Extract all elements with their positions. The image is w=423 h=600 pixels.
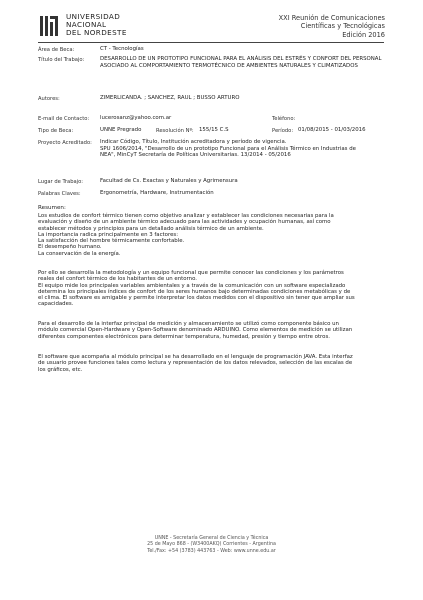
resumen-p4-line: de usuario provee funciones tales como lectura y representación de los datos relevados, selección de las escalas de: [38, 360, 353, 367]
resumen-p4-line: El software que acompaña al módulo principal se ha desarrollado en el lenguaje de programación JAVA. Esta interfaz: [38, 354, 353, 360]
university-logo-icon: [38, 14, 62, 38]
resumen-p2-line: El equipo mide los principales variables ambientales y a través de la comunicación con un software especializado: [38, 282, 346, 289]
tipo-value: UNNE Pregrado: [100, 127, 142, 133]
resumen-p3-line: módulo comercial Open-Hardware y Open-Software denominado ARDUINO. Como elementos de medición se utilizan: [38, 327, 353, 334]
lugar-label: Lugar de Trabajo:: [38, 179, 84, 185]
footer-line-1: UNNE - Secretaría General de Ciencia y Técnica: [154, 536, 269, 541]
lugar-value: Facultad de Cs. Exactas y Naturales y Agrimensura: [100, 178, 238, 184]
resumen-p1-line: Los estudios de confort térmico tienen como objetivo analizar y establecer las condiciones necesarias para la: [38, 213, 334, 219]
palabras-value: Ergonometría, Hardware, Instrumentación: [100, 190, 214, 196]
resumen-paragraph-2: [38, 270, 384, 308]
header-divider: [38, 42, 384, 43]
resumen-p2-line: el clima. El software es amigable y permite interpretar los datos medidos con el dispositivo sin tener que ampliar sus: [38, 295, 355, 302]
email-value: lucerosanz@yahoo.com.ar: [100, 115, 172, 121]
resumen-p2-line: reales del confort térmico de los habitantes de un entorno.: [38, 276, 197, 283]
proyecto-line-1: Indicar Código, Título, Institución acreditadora y período de vigencia.: [100, 139, 287, 145]
resumen-paragraph-1: [38, 213, 384, 257]
university-name: [66, 13, 127, 38]
resumen-p1-line: La importancia radica principalmente en 3 factores:: [38, 231, 179, 238]
footer-line-3: Tel./Fax: +54 (3783) 443763 - Web: www.unne.edu.ar: [147, 548, 276, 554]
resumen-p2-line: Por ello se desarrolla la metodología y un equipo funcional que permite conocer las condiciones y los parámetros: [38, 270, 344, 276]
university-line-2: NACIONAL: [66, 20, 107, 30]
resolucion-label: Resolución Nº:: [156, 128, 194, 134]
titulo-value: DESARROLLO DE UN PROTOTIPO FUNCIONAL PARA EL ANÁLISIS DEL ESTRÉS Y CONFORT DEL PERSONAL ASOCIADO AL COMPORTAMIENTO TERMOTÉCNICO DE AMBIENTES NATURALES Y CLIMATIZADOS: [100, 56, 382, 69]
resumen-p1-line: El desempeño humano.: [38, 244, 102, 251]
resumen-paragraph-3: [38, 321, 384, 340]
palabras-label: Palabras Claves:: [38, 191, 81, 197]
periodo-value: 01/08/2015 - 01/03/2016: [298, 127, 366, 133]
resumen-p2-line: capacidades.: [38, 301, 74, 308]
event-line-1: XXI Reunión de Comunicaciones: [278, 14, 385, 22]
proyecto-value: [100, 139, 384, 159]
resumen-heading: Resumen:: [38, 205, 66, 211]
telefono-label: Teléfono:: [272, 116, 296, 122]
resolucion-value: 155/15 C.S: [199, 127, 229, 133]
university-line-1: UNIVERSIDAD: [66, 12, 121, 21]
footer-line-2: 25 de Mayo 868 - (W3400AKQ) Corrientes - Argentina: [147, 542, 276, 548]
event-title: [279, 14, 385, 39]
autores-value: ZIMERLICANDA. ; SANCHEZ, RAUL ; BUSSO ARTURO: [100, 95, 240, 101]
autores-label: Autores:: [38, 96, 60, 102]
resumen-p4-line: los gráficos, etc.: [38, 366, 83, 373]
footer: [0, 536, 423, 555]
university-line-3: DEL NORDESTE: [66, 28, 127, 38]
proyecto-line-2: SPU 1606/2014, "Desarrollo de un prototipo Funcional para el Análisis Térmico en Industrias de: [100, 145, 356, 152]
event-line-2: Científicas y Tecnológicas: [300, 22, 385, 31]
resumen-p1-line: evaluación y diseño de un ambiente térmico adecuado para las actividades y ocupación humanas, así como: [38, 219, 331, 226]
resumen-p1-line: La satisfacción del hombre térmicamente confortable.: [38, 238, 185, 245]
area-value: CT - Tecnologías: [100, 46, 144, 52]
resumen-p1-line: La conservación de la energía.: [38, 250, 121, 257]
resumen-p3-line: Para el desarrollo de la interfaz principal de medición y almacenamiento se utilizó como componente básico un: [38, 321, 339, 327]
event-line-3: Edición 2016: [342, 30, 385, 39]
resumen-p1-line: establecer métodos y principios para un detallado análisis térmico de un ambiente.: [38, 225, 264, 232]
periodo-label: Período:: [272, 128, 294, 134]
resumen-paragraph-4: [38, 354, 384, 373]
proyecto-label: Proyecto Acreditado:: [38, 140, 92, 146]
email-label: E-mail de Contacto:: [38, 116, 90, 122]
proyecto-line-3: NEA", MinCyT Secretaría de Políticas Universitarias. 13/2014 - 05/2016: [100, 152, 291, 159]
resumen-p2-line: determina los principales índices de confort de los seres humanos bajo determinadas condiciones metabólicas y de: [38, 288, 351, 295]
titulo-label: Título del Trabajo:: [38, 57, 85, 63]
tipo-label: Tipo de Beca:: [38, 128, 74, 134]
area-label: Área de Beca:: [38, 47, 75, 53]
resumen-p3-line: diferentes componentes electrónicos para determinar temperatura, humedad, presión y tiempo entre otros.: [38, 333, 330, 340]
